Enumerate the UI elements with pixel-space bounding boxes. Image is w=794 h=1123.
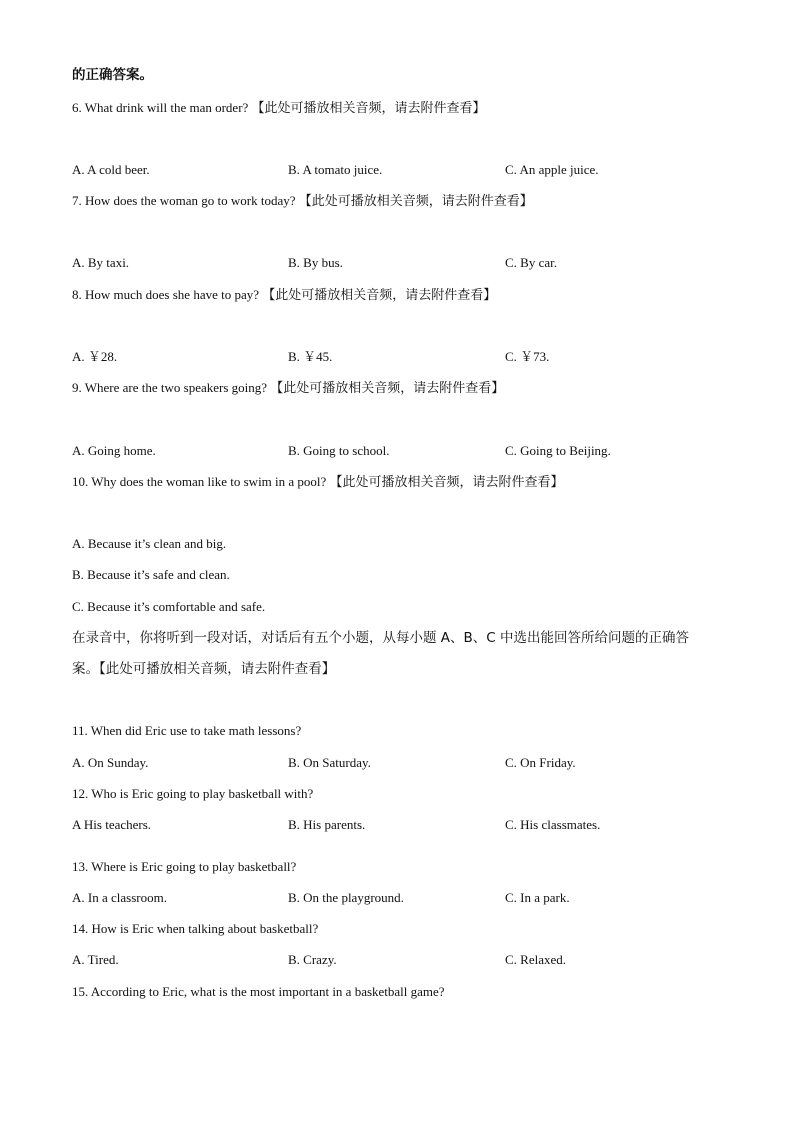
question-6: 6. What drink will the man order? 【此处可播放相关音频，请去附件查看】: [72, 100, 486, 115]
q10-option-b: B. Because it’s safe and clean.: [72, 567, 230, 582]
q10-option-a: A. Because it’s clean and big.: [72, 536, 227, 551]
q8-option-a: A. ￥28.: [72, 349, 118, 364]
question-14: 14. How is Eric when talking about basketball?: [72, 921, 319, 936]
q13-option-a: A. In a classroom.: [72, 890, 167, 905]
q12-option-c: C. His classmates.: [505, 817, 601, 832]
section-instruction-line-1: 在录音中，你将听到一段对话，对话后有五个小题，从每小题 A、B、C 中选出能回答所给问题的正确答: [72, 630, 690, 646]
q12-option-a: A His teachers.: [72, 817, 152, 832]
question-8: 8. How much does she have to pay? 【此处可播放相关音频，请去附件查看】: [72, 287, 497, 302]
question-15: 15. According to Eric, what is the most important in a basketball game?: [72, 984, 445, 999]
q6-option-b: B. A tomato juice.: [288, 162, 383, 177]
q9-option-a: A. Going home.: [72, 443, 156, 458]
question-7: 7. How does the woman go to work today? 【此处可播放相关音频，请去附件查看】: [72, 193, 533, 208]
q9-option-c: C. Going to Beijing.: [505, 443, 611, 458]
question-9: 9. Where are the two speakers going? 【此处可播放相关音频，请去附件查看】: [72, 380, 505, 395]
q6-option-c: C. An apple juice.: [505, 162, 599, 177]
q12-option-b: B. His parents.: [288, 817, 366, 832]
section-instruction-line-2: 案。【此处可播放相关音频，请去附件查看】: [72, 661, 336, 677]
q9-option-b: B. Going to school.: [288, 443, 390, 458]
q8-option-c: C. ￥73.: [505, 349, 550, 364]
q11-option-a: A. On Sunday.: [72, 755, 149, 770]
q14-option-c: C. Relaxed.: [505, 952, 567, 967]
intro-tail: 的正确答案。: [72, 67, 153, 83]
question-10: 10. Why does the woman like to swim in a pool? 【此处可播放相关音频，请去附件查看】: [72, 474, 564, 489]
q8-option-b: B. ￥45.: [288, 349, 333, 364]
q14-option-a: A. Tired.: [72, 952, 119, 967]
q13-option-b: B. On the playground.: [288, 890, 404, 905]
q11-option-c: C. On Friday.: [505, 755, 576, 770]
q6-option-a: A. A cold beer.: [72, 162, 150, 177]
q11-option-b: B. On Saturday.: [288, 755, 371, 770]
q10-option-c: C. Because it’s comfortable and safe.: [72, 599, 266, 614]
question-11: 11. When did Eric use to take math lessons?: [72, 723, 302, 738]
q13-option-c: C. In a park.: [505, 890, 570, 905]
q7-option-c: C. By car.: [505, 255, 557, 270]
q7-option-a: A. By taxi.: [72, 255, 130, 270]
question-12: 12. Who is Eric going to play basketball with?: [72, 786, 314, 801]
q7-option-b: B. By bus.: [288, 255, 343, 270]
question-13: 13. Where is Eric going to play basketball?: [72, 859, 297, 874]
q14-option-b: B. Crazy.: [288, 952, 337, 967]
